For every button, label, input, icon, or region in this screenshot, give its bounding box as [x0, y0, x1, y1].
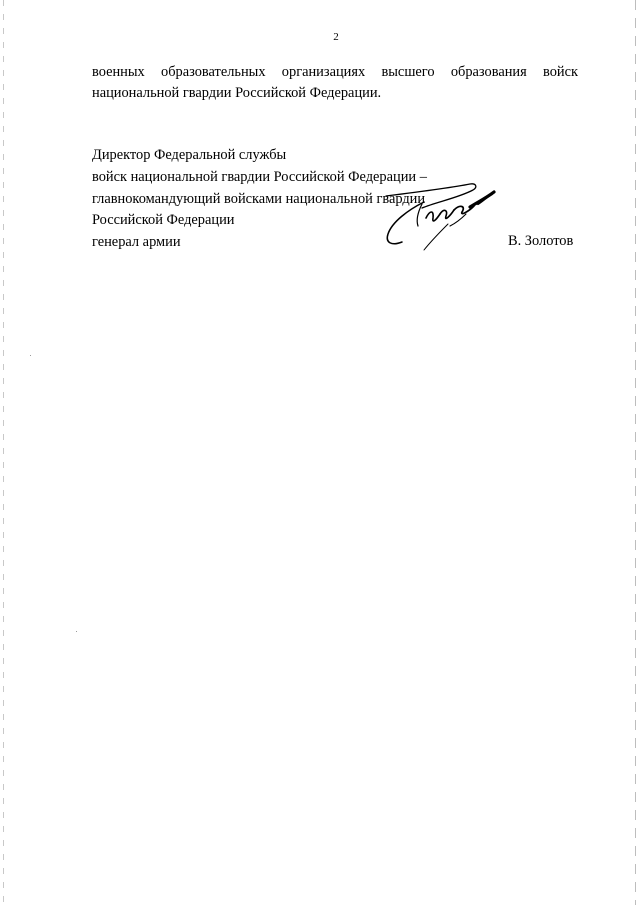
signatory-title-block	[92, 145, 427, 254]
signatory-title-line-1: Директор Федеральной службы	[92, 147, 287, 163]
body-line-2: национальной гвардии Российской Федерации.	[92, 85, 382, 101]
signatory-title-line-2: войск национальной гвардии Российской Федерации –	[92, 168, 427, 185]
body-line-1: военных образовательных организациях высшего образования войск	[92, 64, 578, 80]
signatory-title-line-3: главнокомандующий войсками национальной гвардии	[92, 190, 426, 207]
page-number: 2	[333, 31, 339, 43]
scan-edge-right	[635, 0, 636, 905]
signatory-name: В. Золотов	[508, 233, 574, 249]
scan-speck	[30, 355, 31, 356]
scan-edge-left	[3, 0, 4, 905]
handwritten-signature	[378, 180, 500, 254]
body-paragraph	[92, 62, 578, 104]
scan-speck	[76, 631, 77, 632]
signatory-title-line-4: Российской Федерации	[92, 212, 235, 229]
signatory-rank: генерал армии	[92, 234, 181, 251]
